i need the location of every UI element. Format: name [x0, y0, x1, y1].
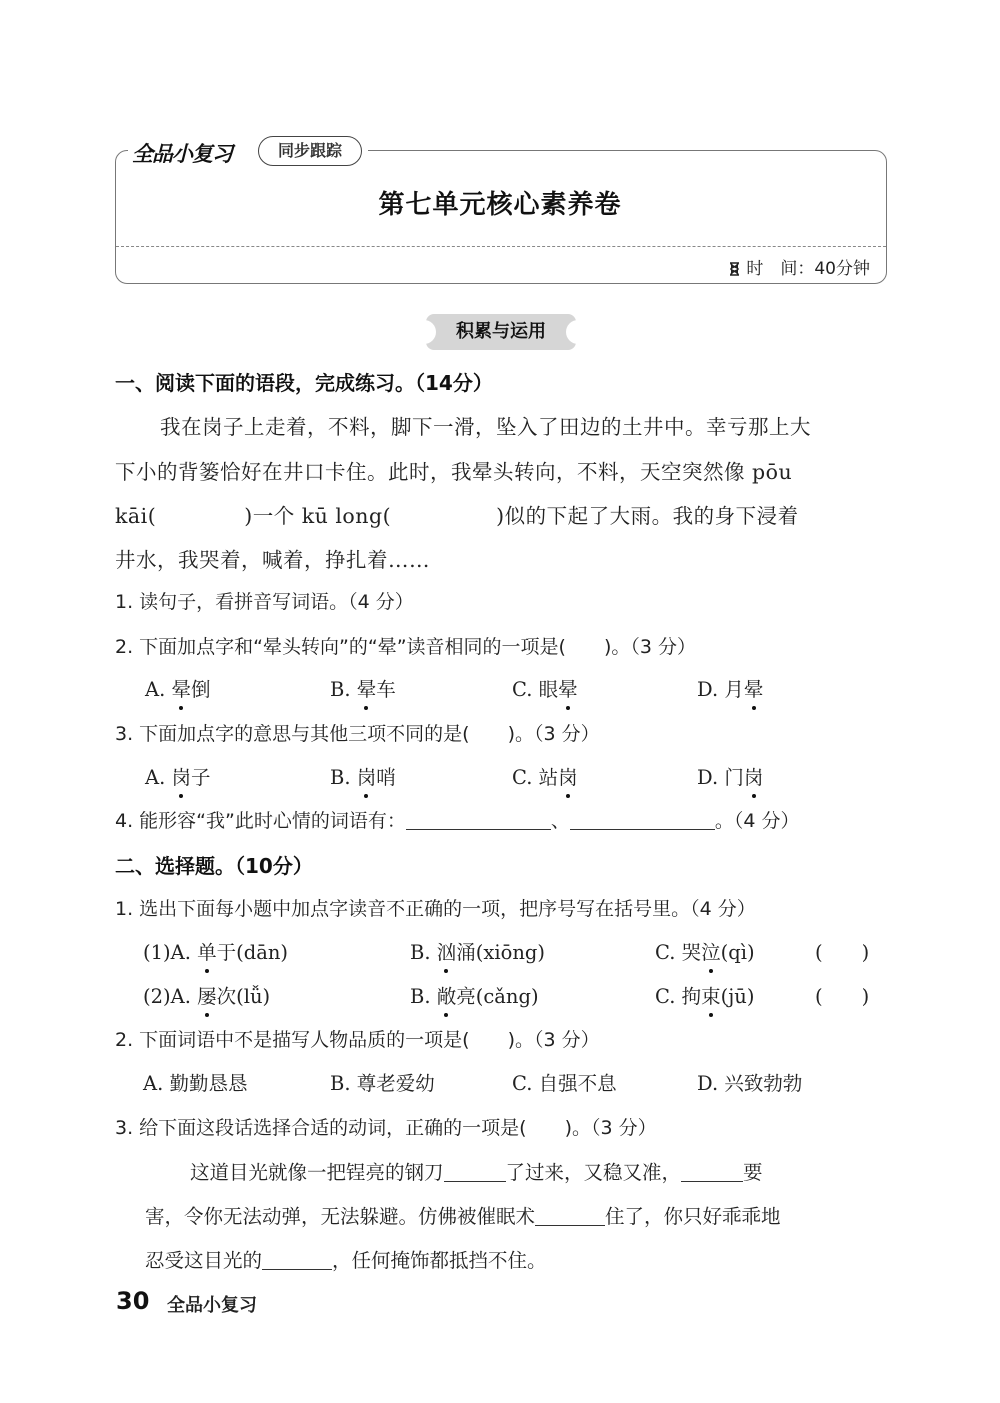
- q1-sub4: 4. 能形容“我”此时心情的词语有： 、 。（4 分）: [115, 810, 800, 832]
- q1-sub2: 2. 下面加点字和“晕头转向”的“晕”读音相同的一项是( )。（3 分）: [115, 636, 696, 658]
- q1-para-line4: 井水，我哭着，喊着，挣扎着……: [115, 548, 430, 572]
- q2-sub2: 2. 下面词语中不是描写人物品质的一项是( )。（3 分）: [115, 1029, 600, 1051]
- section-banner: 积累与运用: [426, 314, 576, 350]
- answer-line-1[interactable]: [406, 811, 551, 830]
- option-b[interactable]: B. 汹涌(xiōng): [410, 937, 545, 965]
- time-limit: [729, 254, 870, 281]
- time-text: 时 间：40分钟: [746, 259, 870, 279]
- option-a[interactable]: A. 岗子: [145, 762, 211, 790]
- option-d[interactable]: D. 门岗: [697, 762, 763, 790]
- option-d[interactable]: D. 月晕: [697, 674, 763, 702]
- answer-line[interactable]: [444, 1163, 506, 1182]
- q2-sub2-options: [115, 1068, 885, 1098]
- footer-brand: 全品小复习: [167, 1295, 257, 1316]
- q2-sub1-row2: [115, 981, 885, 1011]
- q2-sub1-row1: [115, 937, 885, 967]
- option-b[interactable]: B. 晕车: [330, 674, 396, 702]
- option-a[interactable]: A. 勤勤恳恳: [143, 1072, 248, 1095]
- q1-heading: 一、阅读下面的语段，完成练习。（14分）: [115, 371, 493, 395]
- q1-para-line1: 我在岗子上走着，不料，脚下一滑，坠入了田边的土井中。幸亏那上大: [160, 415, 811, 439]
- brand-logo: 全品小复习: [132, 142, 232, 166]
- q2-passage-line2: 害，令你无法动弹，无法躲避。仿佛被催眠术 住了，你只好乖乖地: [145, 1205, 781, 1228]
- option-b[interactable]: B. 岗哨: [330, 762, 396, 790]
- q1-para-line3: [115, 499, 799, 529]
- q2-passage-line3: 忍受这目光的 ，任何掩饰都抵挡不住。: [145, 1249, 547, 1272]
- option-d[interactable]: D. 兴致勃勃: [697, 1072, 803, 1095]
- answer-paren[interactable]: ( ): [815, 985, 870, 1008]
- q2-heading: 二、选择题。（10分）: [115, 854, 313, 878]
- page-number: 30: [116, 1287, 150, 1315]
- option-a[interactable]: (2)A. 屡次(lǚ): [143, 981, 270, 1009]
- q1-sub3: 3. 下面加点字的意思与其他三项不同的是( )。（3 分）: [115, 723, 600, 745]
- header-divider: [116, 246, 886, 247]
- option-c[interactable]: C. 眼晕: [512, 674, 578, 702]
- answer-line[interactable]: [535, 1207, 605, 1226]
- para-line3-tail: )似的下起了大雨。我的身下浸着: [496, 504, 799, 528]
- answer-line[interactable]: [262, 1251, 332, 1270]
- answer-paren[interactable]: ( ): [815, 941, 870, 964]
- q1-sub4-text: 4. 能形容“我”此时心情的词语有：: [115, 810, 406, 832]
- option-c[interactable]: C. 拘束(jū): [655, 981, 754, 1009]
- option-a[interactable]: A. 晕倒: [145, 674, 211, 702]
- page-title: 第七单元核心素养卷: [378, 190, 622, 220]
- q1-para-line2: 下小的背篓恰好在井口卡住。此时，我晕头转向，不料，天空突然像 pōu: [115, 460, 793, 484]
- brand-tag: 同步跟踪: [258, 136, 362, 166]
- hourglass-icon: [729, 261, 740, 281]
- q2-passage-line1: 这道目光就像一把锃亮的钢刀 了过来，又稳又准， 要: [190, 1161, 763, 1184]
- option-b[interactable]: B. 尊老爱幼: [330, 1072, 435, 1095]
- q2-sub3: 3. 给下面这段话选择合适的动词，正确的一项是( )。（3 分）: [115, 1117, 657, 1139]
- answer-line[interactable]: [681, 1163, 743, 1182]
- option-b[interactable]: B. 敞亮(cǎng): [410, 981, 539, 1009]
- pinyin-pou-kai-tail: kāi(: [115, 504, 157, 528]
- option-a[interactable]: (1)A. 单于(dān): [143, 937, 288, 965]
- option-c[interactable]: C. 哭泣(qì): [655, 937, 755, 965]
- q1-sub1: 1. 读句子，看拼音写词语。（4 分）: [115, 591, 414, 613]
- q2-sub1: 1. 选出下面每小题中加点字读音不正确的一项，把序号写在括号里。（4 分）: [115, 898, 756, 920]
- option-c[interactable]: C. 站岗: [512, 762, 578, 790]
- pinyin-ku-long: )一个 kū long(: [244, 504, 392, 528]
- answer-line-2[interactable]: [570, 811, 715, 830]
- option-c[interactable]: C. 自强不息: [512, 1072, 617, 1095]
